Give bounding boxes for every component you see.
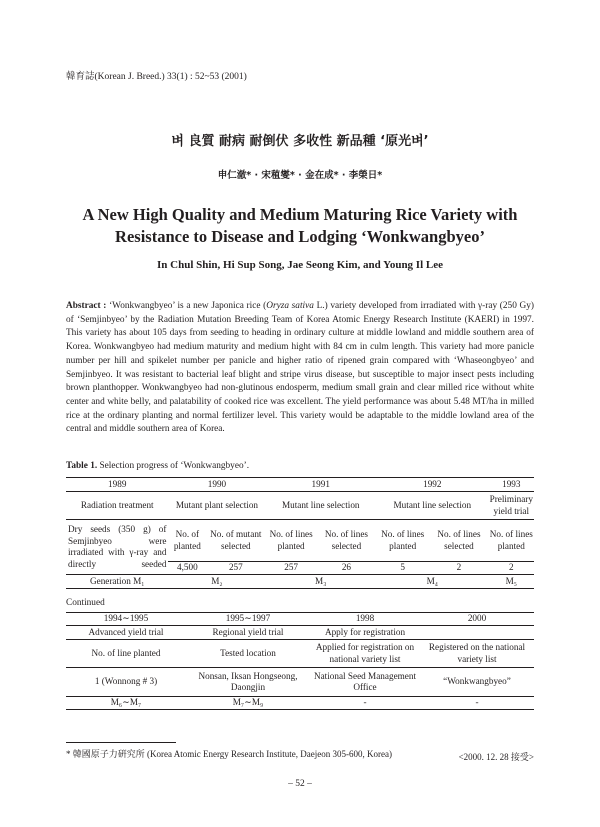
table2-cell: Tested location bbox=[186, 640, 310, 668]
table1-cell: 26 bbox=[317, 562, 376, 575]
table1-cell: No. of lines selected bbox=[429, 520, 488, 562]
table2-cell: 2000 bbox=[467, 613, 487, 624]
authors-korean: 申仁澈* · 宋稙燮* · 金在成* · 李榮日* bbox=[217, 170, 383, 181]
table2-cell: - bbox=[310, 697, 420, 710]
title-korean: 벼 良質 耐病 耐倒伏 多收性 新品種 ‘原光벼’ bbox=[171, 134, 429, 149]
received-date: <2000. 12. 28 接受> bbox=[458, 752, 534, 762]
title-english bbox=[40, 204, 560, 248]
table2-cell: Regional yield trial bbox=[186, 626, 310, 640]
table2-cell bbox=[420, 626, 534, 640]
table2-cell: M₆∼M₇ bbox=[66, 697, 186, 710]
table2-location-row bbox=[66, 640, 534, 668]
table1-cell: Dry seeds (350 g) of Semjinbyeo were irradiated with γ-ray and directly seeded bbox=[66, 520, 168, 575]
table1-cell: No. of lines planted bbox=[265, 520, 316, 562]
continued-label: Continued bbox=[66, 598, 105, 608]
table1-cell: Generation M₁ bbox=[66, 575, 168, 589]
table1-cell: M₅ bbox=[489, 575, 534, 589]
table2-cell: 1 (Wonnong # 3) bbox=[66, 668, 186, 697]
table2-cell: No. of line planted bbox=[66, 640, 186, 668]
table1-cell: 1991 bbox=[311, 478, 330, 489]
table2-cell: 1995∼1997 bbox=[225, 613, 271, 624]
table2-cell: 1994∼1995 bbox=[103, 613, 149, 624]
selection-progress-table-continued bbox=[66, 612, 534, 710]
table1-cell: Preliminary yield trial bbox=[489, 492, 534, 520]
abstract bbox=[66, 300, 534, 437]
abstract-text-1: ‘Wonkwangbyeo’ is a new Japonica rice ( bbox=[106, 301, 267, 311]
table1-caption-text: Selection progress of ‘Wonkwangbyeo’. bbox=[97, 461, 250, 471]
journal-reference: 韓育誌(Korean J. Breed.) 33(1) : 52~53 (2001) bbox=[66, 72, 247, 82]
authors-english: In Chul Shin, Hi Sup Song, Jae Seong Kim, and Young Il Lee bbox=[157, 259, 443, 271]
table1-cell: 257 bbox=[265, 562, 316, 575]
table1-subheader-row bbox=[66, 520, 534, 562]
table2-cell: 1998 bbox=[355, 613, 375, 624]
table1-cell: 257 bbox=[206, 562, 265, 575]
table1-caption-label: Table 1. bbox=[66, 461, 98, 471]
table1-cell: Mutant line selection bbox=[376, 492, 489, 520]
table1-cell: No. of planted bbox=[168, 520, 206, 562]
table1-cell: Mutant plant selection bbox=[168, 492, 265, 520]
table2-trial-row bbox=[66, 626, 534, 640]
table1-cell: M₄ bbox=[376, 575, 489, 589]
table1-cell: No. of lines selected bbox=[317, 520, 376, 562]
table2-cell: “Wonkwangbyeo” bbox=[420, 668, 534, 697]
table1-cell: No. of mutant selected bbox=[206, 520, 265, 562]
table2-cell: M₇∼M₉ bbox=[186, 697, 310, 710]
table1-caption bbox=[66, 461, 249, 471]
table1-cell: 1989 bbox=[108, 478, 127, 489]
table1-stage-row bbox=[66, 492, 534, 520]
footnote: * 韓國原子力硏究所 (Korea Atomic Energy Research Institute, Daejeon 305-600, Korea) bbox=[66, 749, 392, 759]
table1-cell: M₂ bbox=[168, 575, 265, 589]
table1-cell: 1990 bbox=[207, 478, 227, 489]
table1-cell: 1992 bbox=[423, 478, 442, 489]
table1-cell: 1993 bbox=[502, 478, 521, 489]
table1-cell: Radiation treatment bbox=[66, 492, 168, 520]
table1-cell: M₃ bbox=[265, 575, 376, 589]
table1-generation-row bbox=[66, 575, 534, 589]
table1-cell: Mutant line selection bbox=[265, 492, 376, 520]
selection-progress-table bbox=[66, 477, 534, 589]
table2-year-row bbox=[66, 613, 534, 626]
table2-cell: Apply for registration bbox=[310, 626, 420, 640]
table1-cell: No. of lines planted bbox=[376, 520, 429, 562]
table2-cell: Advanced yield trial bbox=[66, 626, 186, 640]
table2-cell: - bbox=[420, 697, 534, 710]
table1-cell: 2 bbox=[429, 562, 488, 575]
table1-cell: 5 bbox=[376, 562, 429, 575]
page-number: – 52 – bbox=[288, 779, 312, 789]
table1-cell: No. of lines planted bbox=[489, 520, 534, 562]
footnote-divider bbox=[66, 742, 176, 743]
title-english-line-2: Resistance to Disease and Lodging ‘Wonkwangbyeo’ bbox=[115, 227, 485, 246]
table2-cell: Registered on the national variety list bbox=[420, 640, 534, 668]
table1-cell: 4,500 bbox=[168, 562, 206, 575]
abstract-text-2: L.) variety developed from irradiated with γ-ray (250 Gy) of ‘Semjinbyeo’ by the Radiation Mutation Breeding Team of Korea Atomic Energy Research Institute (KAERI) in 1997. This variety has about 105 days from seeding to heading in ordinary culture at middle lowland and middle southern area of Korea. Wonkwangbyeo had medium maturity and medium hight with 84 cm in culm length. This variety had more panicle number per hill and spikelet number per panicle and higher ratio of ripened grain compared with ‘Whaseongbyeo’ and Semjinbyeo. It was resistant to bacterial leaf blight and stripe virus disease, but susceptible to major insect pests including brown planthopper. Wonkwangbyeo had non-glutinous endosperm, medium small grain and clear milled rice without white center and white belly, and palatability of cooked rice was excellent. The yield performance was about 5.48 MT/ha in milled rice at the ordinary planting and normal fertilizer level. This variety would be adaptable to the middle lowland area of the central and middle southern area of Korea. bbox=[66, 301, 534, 435]
table2-cell: Applied for registration on national variety list bbox=[310, 640, 420, 668]
table2-values-row bbox=[66, 668, 534, 697]
abstract-species: Oryza sativa bbox=[266, 301, 314, 311]
table1-cell: 2 bbox=[489, 562, 534, 575]
title-english-line-1: A New High Quality and Medium Maturing Rice Variety with bbox=[82, 205, 518, 224]
abstract-label: Abstract : bbox=[66, 301, 107, 311]
table2-generation-row bbox=[66, 697, 534, 710]
table2-cell: National Seed Management Office bbox=[310, 668, 420, 697]
table2-cell: Nonsan, Iksan Hongseong, Daongjin bbox=[186, 668, 310, 697]
table1-year-row bbox=[66, 478, 534, 492]
